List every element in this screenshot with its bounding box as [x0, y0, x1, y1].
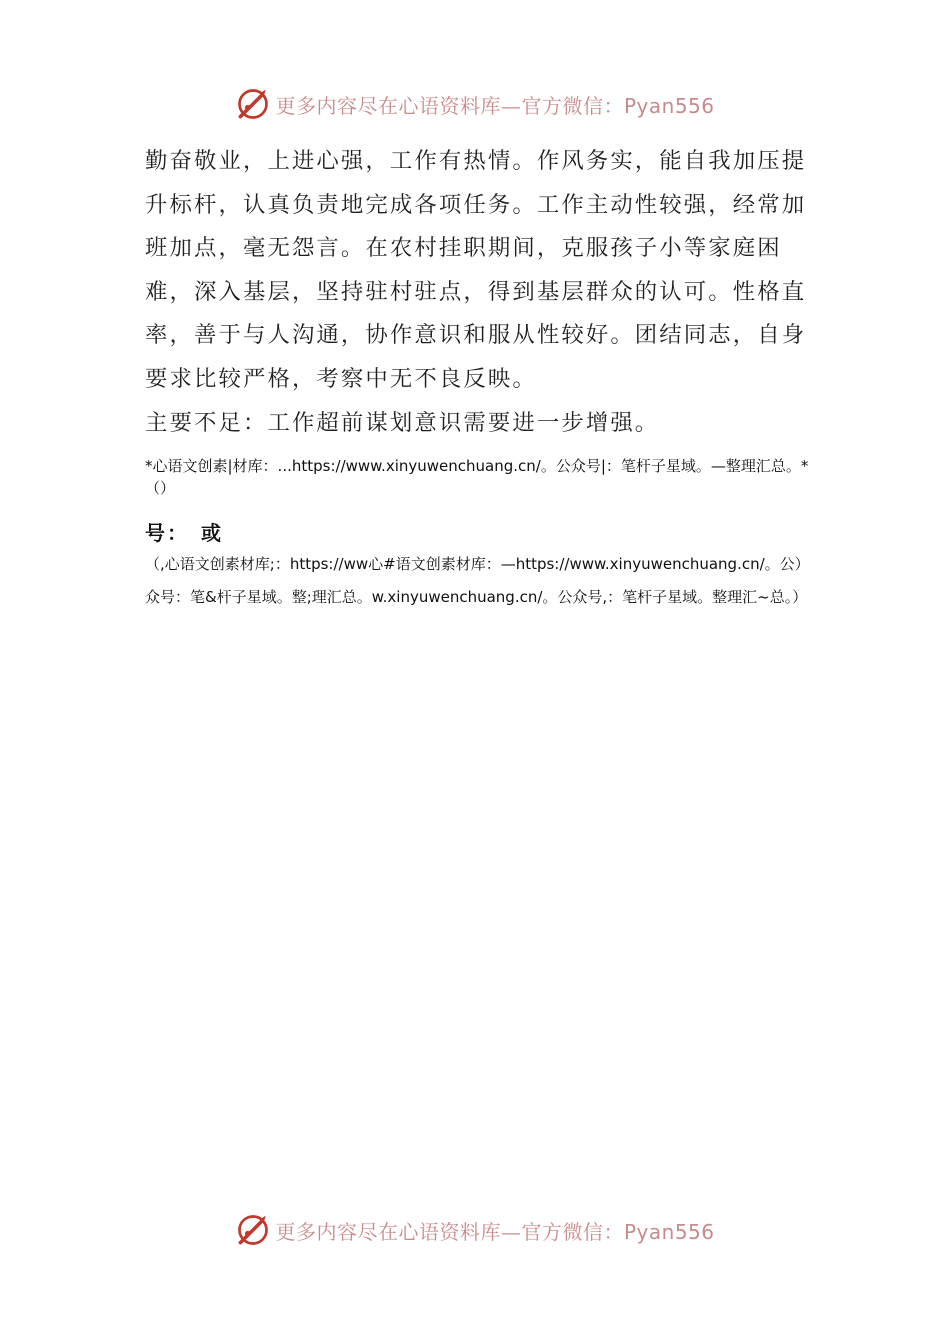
banner-text: 更多内容尽在心语资料库—官方微信：Pyan556: [275, 93, 715, 118]
source-note: *心语文创素|材库：...https://www.xinyuwenchuang.cn/。公众号|：笔杆子星域。—整理汇总。*（）: [145, 457, 809, 498]
section-heading: 号： 或: [145, 521, 223, 546]
evaluation-paragraph: 勤奋敬业，上进心强，工作有热情。作风务实，能自我加压提升标杆，认真负责地完成各项任务。工作主动性较强，经常加班加点，毫无怨言。在农村挂职期间，克服孩子小等家庭困难，深入基层，坚持驻村驻点，得到基层群众的认可。性格直率，善于与人沟通，协作意识和服从性较好。团结同志，自身要求比较严格，考察中无不良反映。: [145, 148, 807, 392]
header-banner: [0, 82, 950, 126]
pen-circle-logo-icon: [235, 1212, 271, 1248]
wechat-id: Pyan556: [623, 1219, 715, 1244]
banner-text: 更多内容尽在心语资料库—官方微信：Pyan556: [275, 1219, 715, 1244]
wechat-id: Pyan556: [623, 93, 715, 118]
document-body: [145, 140, 810, 614]
footer-banner: [0, 1208, 950, 1252]
pen-circle-logo-icon: [235, 86, 271, 122]
shortcoming-paragraph: 主要不足：工作超前谋划意识需要进一步增强。: [145, 409, 660, 436]
source-note-2: （,心语文创素材库;：https://ww心#语文创素材库：—https://www.xinyuwenchuang.cn/。公）众号：笔&杆子星域。整;理汇总。w.xinyuwenchuang.cn/。公众号,：笔杆子星域。整理汇~总。）: [145, 555, 810, 607]
